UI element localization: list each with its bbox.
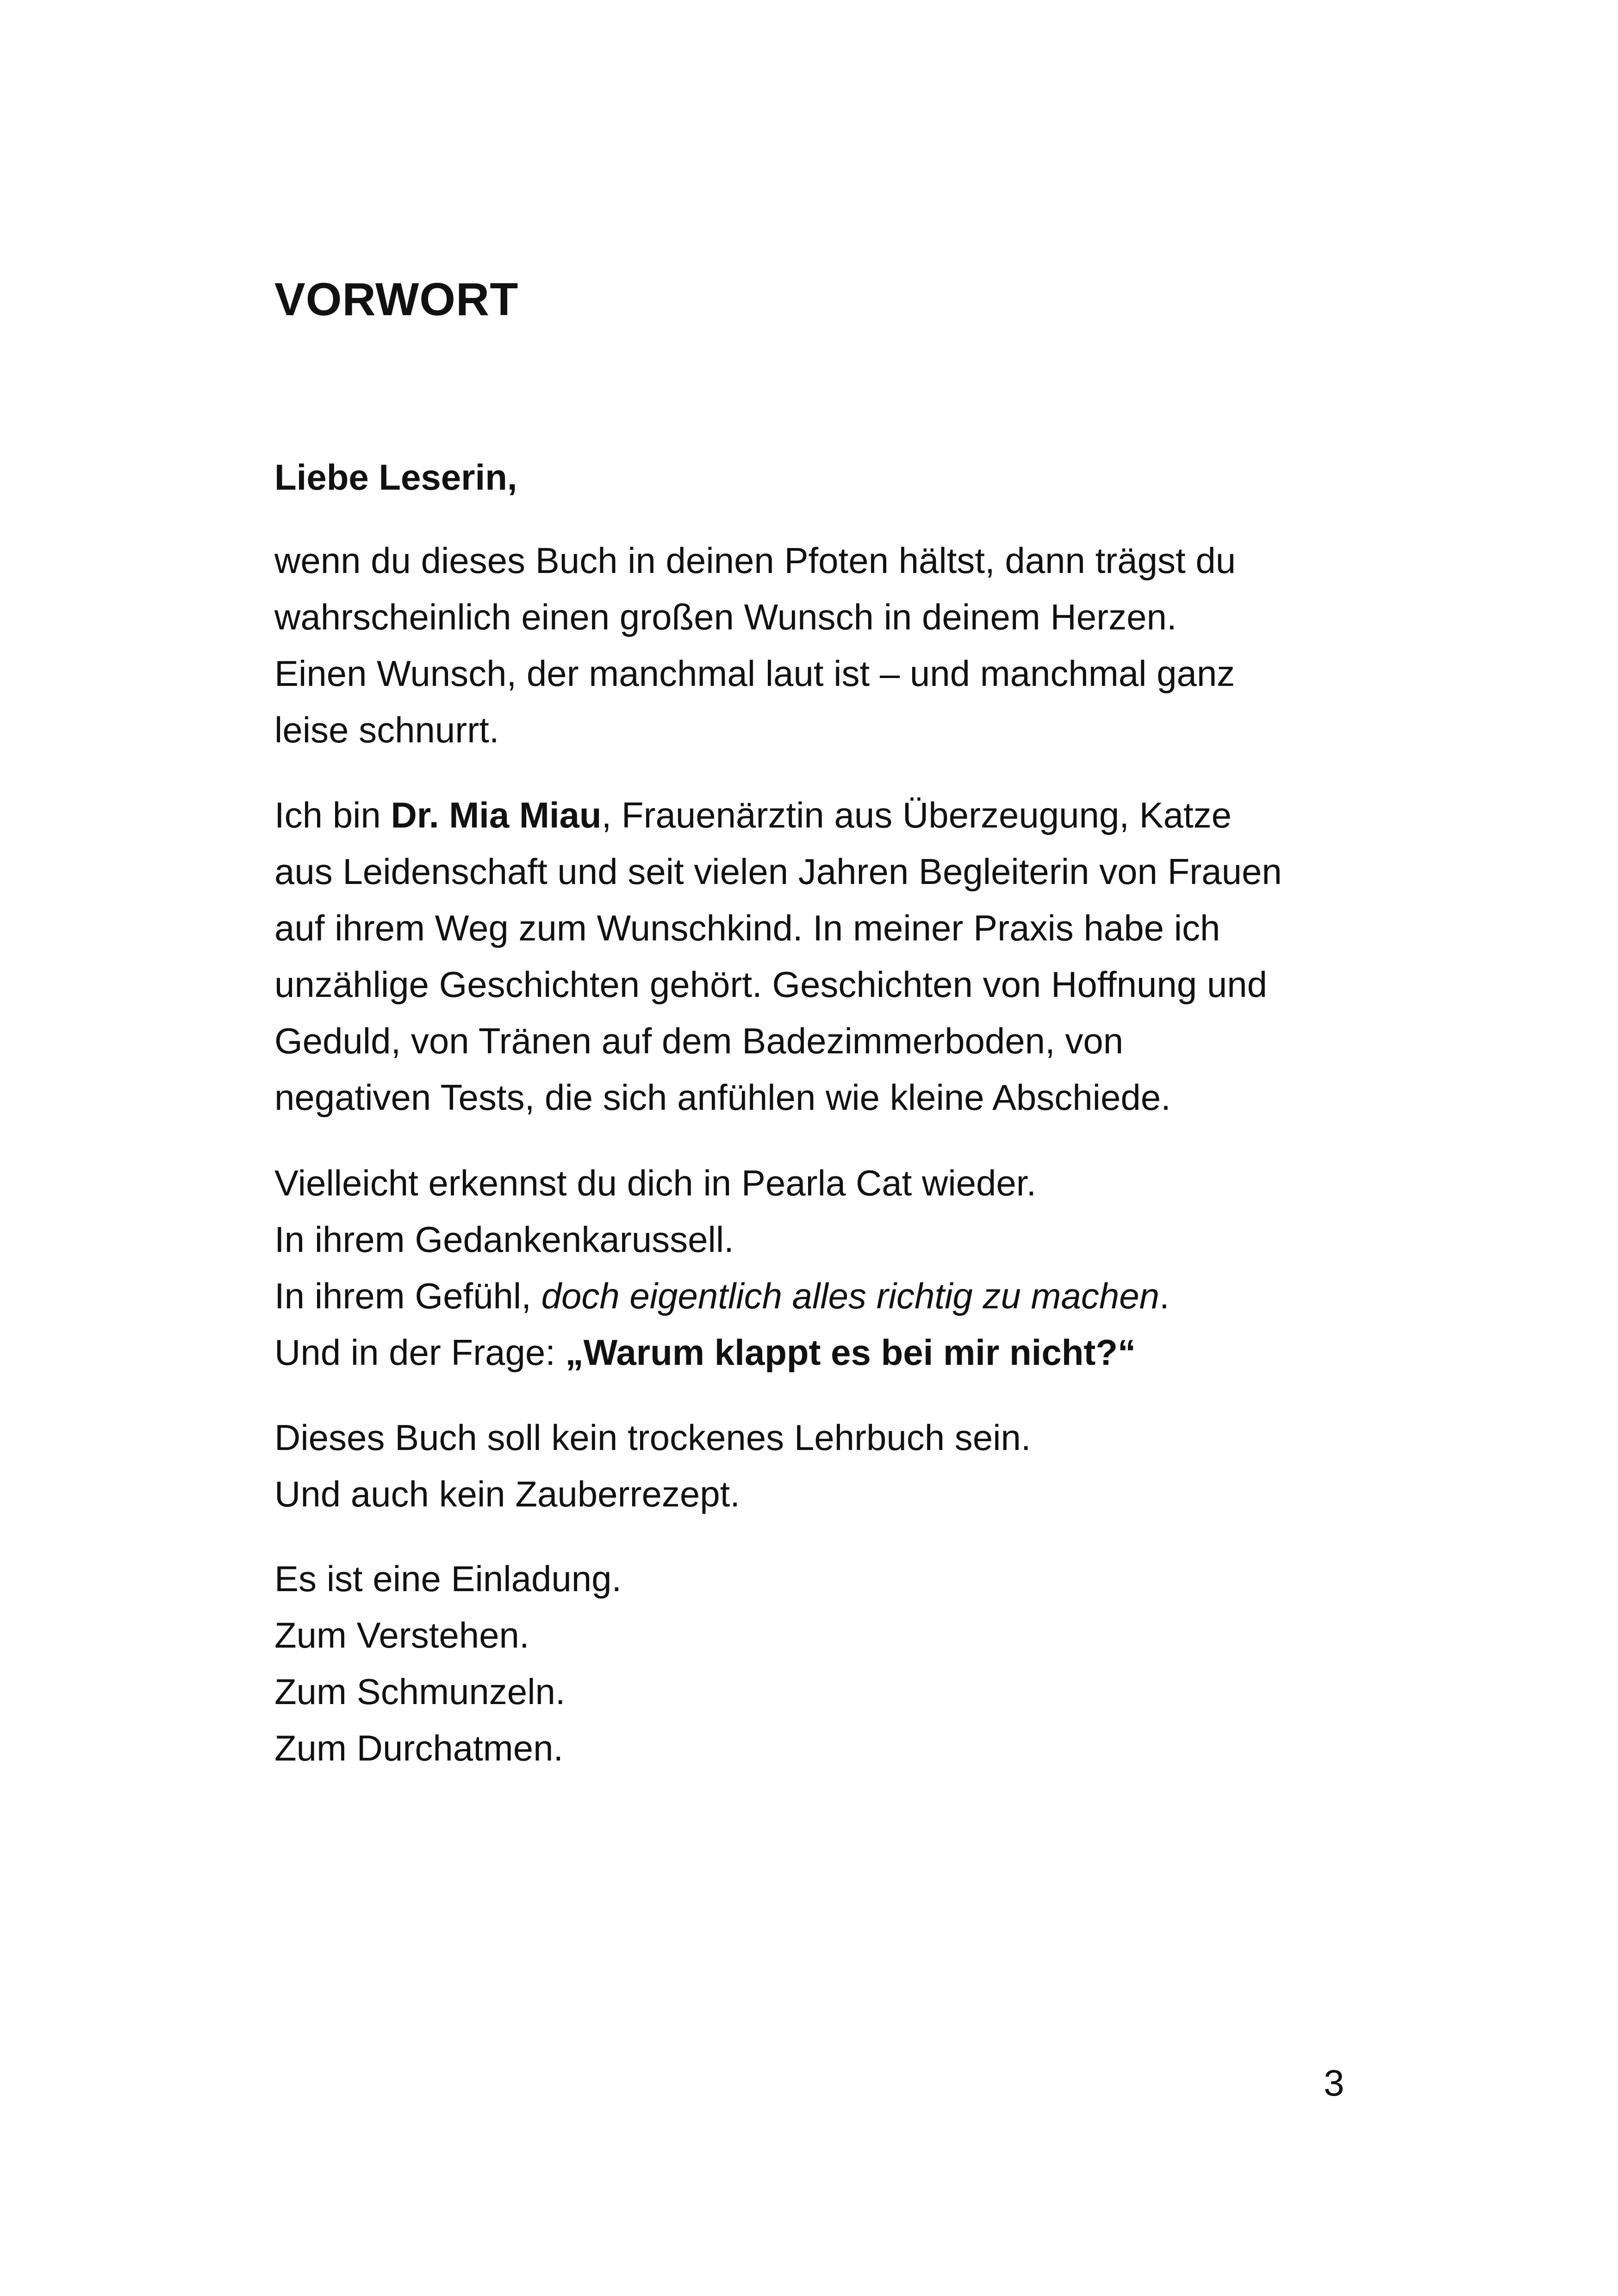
emphasis-text: doch eigentlich alles richtig zu machen <box>541 1276 1160 1316</box>
quoted-question: „Warum klappt es bei mir nicht?“ <box>565 1332 1136 1373</box>
author-name: Dr. Mia Miau <box>391 795 602 835</box>
text-run: , Frauenärztin aus Überzeugung, Katze <box>601 795 1232 835</box>
paragraph-line <box>274 787 1385 843</box>
paragraph-line <box>274 1324 1385 1381</box>
text-run: . <box>1159 1276 1170 1316</box>
text-run: In ihrem Gefühl, <box>274 1276 541 1316</box>
paragraph-line: Dieses Buch soll kein trockenes Lehrbuch sein. <box>274 1417 1031 1458</box>
paragraph-line: negativen Tests, die sich anfühlen wie kleine Abschiede. <box>274 1077 1171 1118</box>
paragraph-line: Geduld, von Tränen auf dem Badezimmerboden, von <box>274 1020 1124 1061</box>
page-number: 3 <box>1324 2062 1344 2103</box>
paragraph-line: aus Leidenschaft und seit vielen Jahren Begleiterin von Frauen <box>274 851 1282 892</box>
paragraph-line: Zum Durchatmen. <box>274 1728 564 1768</box>
paragraph-line: Einen Wunsch, der manchmal laut ist – und manchmal ganz <box>274 653 1235 694</box>
text-run: Und in der Frage: <box>274 1332 566 1373</box>
paragraph-line: wahrscheinlich einen großen Wunsch in deinem Herzen. <box>274 597 1177 637</box>
paragraph-1 <box>274 532 1385 758</box>
text-run: Ich bin <box>274 795 391 835</box>
paragraph-line: Zum Schmunzeln. <box>274 1671 566 1712</box>
paragraph-line: wenn du dieses Buch in deinen Pfoten hältst, dann trägst du <box>274 540 1236 581</box>
paragraph-line: In ihrem Gedankenkarussell. <box>274 1219 734 1260</box>
chapter-heading: VORWORT <box>274 274 519 325</box>
paragraph-2 <box>274 787 1385 1126</box>
paragraph-line: leise schnurrt. <box>274 709 499 750</box>
paragraph-line: Es ist eine Einladung. <box>274 1558 622 1599</box>
paragraph-line: Zum Verstehen. <box>274 1615 529 1655</box>
paragraph-line: Und auch kein Zauberrezept. <box>274 1474 740 1514</box>
paragraph-5 <box>274 1550 1385 1776</box>
paragraph-line: Vielleicht erkennst du dich in Pearla Cat wieder. <box>274 1163 1037 1203</box>
paragraph-line <box>274 1268 1385 1324</box>
paragraph-4 <box>274 1409 1385 1522</box>
paragraph-line: unzählige Geschichten gehört. Geschichten von Hoffnung und <box>274 964 1267 1005</box>
salutation: Liebe Leserin, <box>274 457 517 498</box>
paragraph-line: auf ihrem Weg zum Wunschkind. In meiner Praxis habe ich <box>274 908 1220 948</box>
paragraph-3 <box>274 1155 1385 1381</box>
